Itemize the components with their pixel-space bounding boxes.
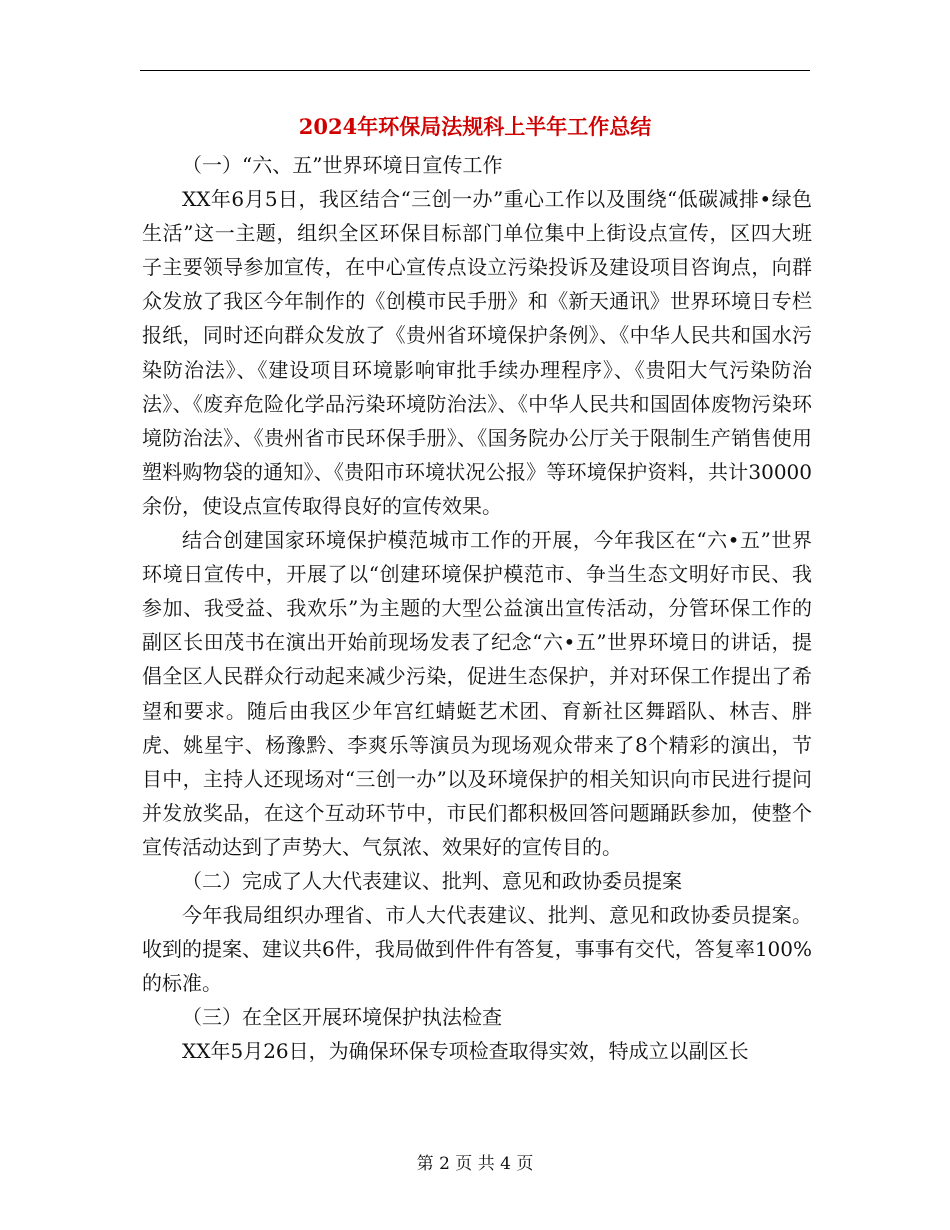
- document-title: 2024年环保局法规科上半年工作总结: [298, 114, 652, 139]
- section-heading-2: （二）完成了人大代表建议、批判、意见和政协委员提案: [182, 868, 682, 893]
- section-heading-1: （一）“六、五”世界环境日宣传工作: [182, 153, 503, 177]
- document-body: [142, 148, 812, 1069]
- page-number: 第 2 页 共 4 页: [416, 1154, 534, 1174]
- header-rule: [140, 70, 810, 71]
- page-footer: [0, 1152, 950, 1176]
- paragraph-3: 今年我局组织办理省、市人大代表建议、批判、意见和政协委员提案。收到的提案、建议共6件，我局做到件件有答复，事事有交代，答复率100%的标准。: [142, 903, 812, 996]
- paragraph-4: XX年5月26日，为确保环保专项检查取得实效，特成立以副区长: [182, 1039, 749, 1064]
- section-heading-3: （三）在全区开展环境保护执法检查: [182, 1005, 502, 1030]
- paragraph-1: XX年6月5日，我区结合“三创一办”重心工作以及围绕“低碳减排•绿色生活”这一主题，组织全区环保目标部门单位集中上街设点宣传，区四大班子主要领导参加宣传，在中心宣传点设立污染投诉及建设项目咨询点，向群众发放了我区今年制作的《创模市民手册》和《新天通讯》世界环境日专栏报纸，同时还向群众发放了《贵州省环境保护条例》、《中华人民共和国水污染防治法》、《建设项目环境影响审批手续办理程序》、《贵阳大气污染防治法》、《废弃危险化学品污染环境防治法》、《中华人民共和国固体废物污染环境防治法》、《贵州省市民环保手册》、《国务院办公厅关于限制生产销售使用塑料购物袋的通知》、《贵阳市环境状况公报》等环境保护资料，共计30000余份，使设点宣传取得良好的宣传效果。: [142, 187, 812, 518]
- paragraph-2: 结合创建国家环境保护模范城市工作的开展，今年我区在“六•五”世界环境日宣传中，开展了以“创建环境保护模范市、争当生态文明好市民、我参加、我受益、我欢乐”为主题的大型公益演出宣传活动，分管环保工作的副区长田茂书在演出开始前现场发表了纪念“六•五”世界环境日的讲话，提倡全区人民群众行动起来减少污染，促进生态保护，并对环保工作提出了希望和要求。随后由我区少年宫红蜻蜓艺术团、育新社区舞蹈队、林吉、胖虎、姚星宇、杨豫黔、李爽乐等演员为现场观众带来了8个精彩的演出，节目中，主持人还现场对“三创一办”以及环境保护的相关知识向市民进行提问并发放奖品，在这个互动环节中，市民们都积极回答问题踊跃参加，使整个宣传活动达到了声势大、气氛浓、效果好的宣传目的。: [142, 528, 812, 859]
